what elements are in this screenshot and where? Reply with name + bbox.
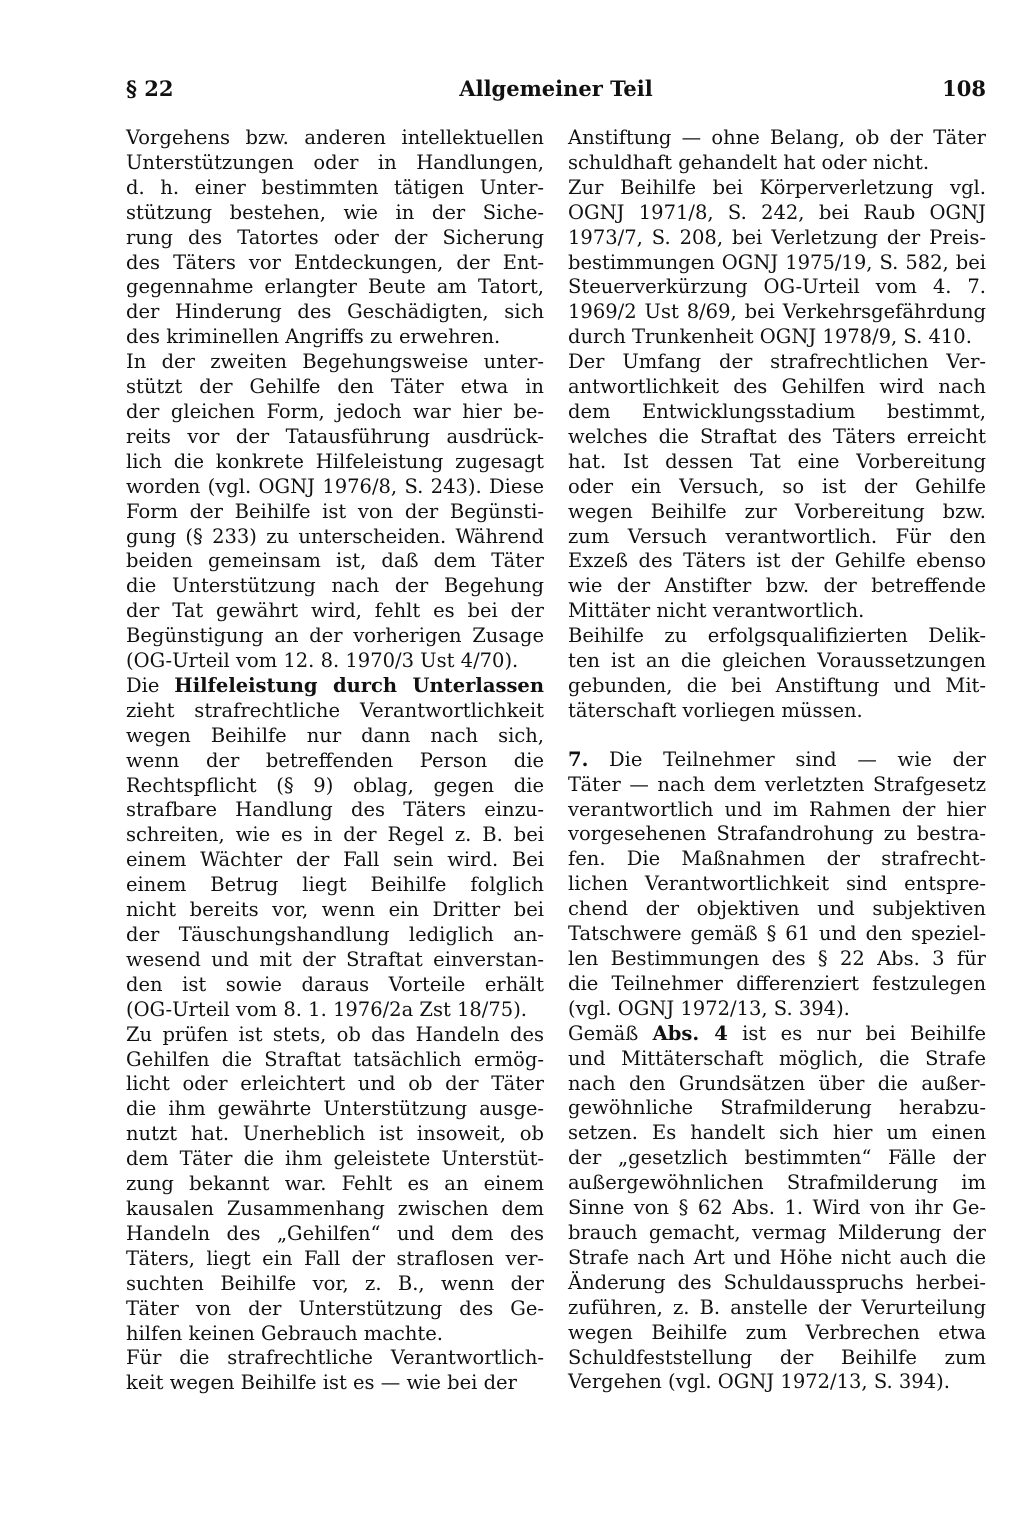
text-line: 1969/2 Ust 8/69, bei Verkehrsgefährdung bbox=[568, 300, 986, 324]
text-line: schreiten, wie es in der Regel z. B. bei bbox=[126, 823, 544, 847]
text-line: Sinne von § 62 Abs. 1. Wird von ihr Ge- bbox=[568, 1196, 986, 1220]
text-line: Änderung des Schuldausspruchs herbei- bbox=[568, 1270, 986, 1294]
text-line: verantwortlich und im Rahmen der hier bbox=[568, 797, 986, 821]
paragraph bbox=[568, 624, 986, 724]
text-line: Vorgehens bzw. anderen intellektuellen bbox=[126, 126, 544, 149]
text-line: Vergehen (vgl. OGNJ 1972/13, S. 394). bbox=[568, 1370, 950, 1394]
paragraph bbox=[568, 350, 986, 624]
text-line: stützung bestehen, wie in der Siche- bbox=[126, 200, 544, 224]
text-line: Täter von der Unterstützung des Ge- bbox=[126, 1296, 544, 1320]
text-line: Form der Beihilfe ist von der Begünsti- bbox=[126, 499, 544, 523]
text-line: Täters, liegt ein Fall der straflosen ver- bbox=[126, 1246, 544, 1270]
bold-term: Hilfeleistung durch Unterlassen bbox=[174, 673, 545, 697]
paragraph bbox=[568, 748, 986, 1022]
text-line: Zur Beihilfe bei Körperverletzung vgl. bbox=[568, 175, 986, 199]
text-line: nicht bereits vor, wenn ein Dritter bei bbox=[126, 898, 544, 922]
text-line: dem Täter die ihm geleistete Unterstüt- bbox=[126, 1147, 544, 1171]
text-line: keit wegen Beihilfe ist es — wie bei der bbox=[126, 1371, 517, 1395]
text-line: gung (§ 233) zu unterscheiden. Während bbox=[126, 524, 544, 548]
text-line: licht oder erleichtert und ob der Täter bbox=[126, 1072, 544, 1096]
text-line: chend der objektiven und subjektiven bbox=[568, 897, 986, 921]
text-line: fen. Die Maßnahmen der strafrecht- bbox=[568, 847, 986, 871]
text-line: der Täuschungshandlung lediglich an- bbox=[126, 923, 544, 946]
section-reference: § 22 bbox=[126, 76, 174, 101]
text-line: Beihilfe zu erfolgsqualifizierten Delik- bbox=[568, 624, 986, 648]
text-line: gebunden, die bei Anstiftung und Mit- bbox=[568, 673, 986, 697]
text-line: welches die Straftat des Täters erreicht bbox=[568, 424, 986, 448]
line-prefix: Gemäß bbox=[568, 1021, 653, 1045]
text-line: der Hinderung des Geschädigten, sich bbox=[126, 300, 544, 324]
text-line: wie der Anstifter bzw. der betreffende bbox=[568, 574, 986, 598]
text-line: den ist sowie daraus Vorteile erhält bbox=[126, 972, 544, 996]
text-line: (OG-Urteil vom 12. 8. 1970/3 Ust 4/70). bbox=[126, 649, 519, 673]
text-line: Schuldfeststellung der Beihilfe zum bbox=[568, 1345, 986, 1369]
text-line: Exzeß des Täters ist der Gehilfe ebenso bbox=[568, 549, 986, 573]
text-line: oder ein Versuch, so ist der Gehilfe bbox=[568, 474, 986, 498]
text-line: zieht strafrechtliche Verantwortlichkeit bbox=[126, 698, 544, 722]
text-line: beiden gemeinsam ist, daß dem Täter bbox=[126, 549, 544, 573]
bold-term: Abs. 4 bbox=[652, 1021, 728, 1045]
text-line: lichen Verantwortlichkeit sind entspre- bbox=[568, 872, 986, 896]
text-line: Steuerverkürzung OG-Urteil vom 4. 7. bbox=[568, 275, 986, 299]
text-line: nach den Grundsätzen über die außer- bbox=[568, 1071, 986, 1095]
text-line: der gleichen Form, jedoch war hier be- bbox=[126, 399, 544, 423]
paragraph bbox=[126, 674, 544, 1023]
text-line: des kriminellen Angriffs zu erwehren. bbox=[126, 325, 501, 349]
page-header bbox=[126, 74, 986, 106]
text-line: zung bekannt war. Fehlt es an einem bbox=[126, 1172, 544, 1196]
text-line: und Mittäterschaft möglich, die Strafe bbox=[568, 1046, 986, 1070]
text-line: bestimmungen OGNJ 1975/19, S. 582, bei bbox=[568, 250, 986, 274]
text-line: kausalen Zusammenhang zwischen dem bbox=[126, 1196, 544, 1220]
paragraph bbox=[126, 1346, 544, 1396]
text-line: Täter — nach dem verletzten Strafgesetz bbox=[568, 772, 986, 796]
text-line: len Bestimmungen des § 22 Abs. 3 für bbox=[568, 947, 986, 970]
text-line: schuldhaft gehandelt hat oder nicht. bbox=[568, 150, 930, 174]
text-line: Gehilfen die Straftat tatsächlich ermög- bbox=[126, 1047, 544, 1071]
text-line: hilfen keinen Gebrauch machte. bbox=[126, 1321, 443, 1345]
text-line: 1973/7, S. 208, bei Verletzung der Preis- bbox=[568, 225, 986, 249]
text-line: zuführen, z. B. anstelle der Verurteilung bbox=[568, 1295, 986, 1319]
text-line: Rechtspflicht (§ 9) oblag, gegen die bbox=[126, 773, 544, 797]
line-suffix: Die Teilnehmer sind — wie der bbox=[588, 747, 986, 771]
text-line: der „gesetzlich bestimmten“ Fälle der bbox=[568, 1146, 986, 1170]
text-line: stützt der Gehilfe den Täter etwa in bbox=[126, 375, 544, 399]
text-line: Für die strafrechtliche Verantwortlich- bbox=[126, 1346, 544, 1370]
text-line bbox=[568, 748, 986, 773]
text-line: Begünstigung an der vorherigen Zusage bbox=[126, 624, 544, 648]
text-line: nutzt hat. Unerheblich ist insoweit, ob bbox=[126, 1122, 544, 1146]
text-line: (OG-Urteil vom 8. 1. 1976/2a Zst 18/75). bbox=[126, 997, 527, 1021]
running-title: Allgemeiner Teil bbox=[459, 76, 653, 101]
text-line: einem Wächter der Fall sein wird. Bei bbox=[126, 848, 544, 872]
text-line: gewöhnliche Strafmilderung herabzu- bbox=[568, 1096, 986, 1120]
text-line: die ihm gewährte Unterstützung ausge- bbox=[126, 1097, 544, 1121]
text-line: Tatschwere gemäß § 61 und den speziel- bbox=[568, 922, 986, 946]
text-line: hat. Ist dessen Tat eine Vorbereitung bbox=[568, 449, 986, 473]
text-line: (vgl. OGNJ 1972/13, S. 394). bbox=[568, 996, 850, 1020]
paragraph bbox=[568, 1022, 986, 1396]
text-line: brauch gemacht, vermag Milderung der bbox=[568, 1220, 986, 1244]
text-line: die Teilnehmer differenziert festzulegen bbox=[568, 971, 986, 995]
text-line bbox=[568, 1022, 986, 1047]
text-line: Mittäter nicht verantwortlich. bbox=[568, 599, 865, 623]
text-line: zum Versuch verantwortlich. Für den bbox=[568, 524, 986, 548]
text-line: dem Entwicklungsstadium bestimmt, bbox=[568, 399, 986, 423]
text-line: des Täters vor Entdeckungen, der Ent- bbox=[126, 250, 544, 274]
page-number: 108 bbox=[942, 76, 986, 101]
text-line: Zu prüfen ist stets, ob das Handeln des bbox=[126, 1022, 544, 1046]
text-line: die Unterstützung nach der Begehung bbox=[126, 574, 544, 598]
text-line: Handeln des „Gehilfen“ und dem des bbox=[126, 1221, 544, 1245]
paragraph bbox=[126, 350, 544, 674]
line-suffix: ist es nur bei Beihilfe bbox=[727, 1021, 986, 1045]
text-line: Strafe nach Art und Höhe nicht auch die bbox=[568, 1245, 986, 1269]
text-line: wegen Beihilfe zur Vorbereitung bzw. bbox=[568, 499, 986, 523]
text-line: lich die konkrete Hilfeleistung zugesagt bbox=[126, 449, 544, 473]
right-text-column bbox=[568, 126, 986, 1395]
text-line: der Tat gewährt wird, fehlt es bei der bbox=[126, 599, 544, 623]
text-line: gegennahme erlangter Beute am Tatort, bbox=[126, 275, 544, 299]
text-line: ten ist an die gleichen Voraussetzungen bbox=[568, 649, 986, 673]
text-line: durch Trunkenheit OGNJ 1978/9, S. 410. bbox=[568, 325, 972, 349]
text-line: suchten Beihilfe vor, z. B., wenn der bbox=[126, 1271, 544, 1295]
text-line: wesend und mit der Straftat einverstan- bbox=[126, 947, 544, 971]
text-line: strafbare Handlung des Täters einzu- bbox=[126, 798, 544, 822]
paragraph bbox=[126, 126, 544, 350]
text-line: vorgesehenen Strafandrohung zu bestra- bbox=[568, 822, 986, 846]
text-line: rung des Tatortes oder der Sicherung bbox=[126, 225, 544, 249]
paragraph bbox=[568, 126, 986, 176]
text-line: d. h. einer bestimmten tätigen Unter- bbox=[126, 175, 544, 199]
text-line: antwortlichkeit des Gehilfen wird nach bbox=[568, 375, 986, 399]
line-prefix: Die bbox=[126, 673, 175, 697]
text-line: wenn der betreffenden Person die bbox=[126, 748, 544, 772]
text-line: wegen Beihilfe nur dann nach sich, bbox=[126, 723, 544, 747]
text-line: Der Umfang der strafrechtlichen Ver- bbox=[568, 350, 986, 374]
text-line: worden (vgl. OGNJ 1976/8, S. 243). Diese bbox=[126, 474, 544, 498]
text-line: Anstiftung — ohne Belang, ob der Täter bbox=[568, 126, 986, 149]
text-line: Unterstützungen oder in Handlungen, bbox=[126, 150, 544, 174]
text-line: täterschaft vorliegen müssen. bbox=[568, 698, 863, 722]
text-line: einem Betrug liegt Beihilfe folglich bbox=[126, 873, 544, 897]
left-text-column bbox=[126, 126, 544, 1396]
text-line: setzen. Es handelt sich hier um einen bbox=[568, 1121, 986, 1145]
text-line: In der zweiten Begehungsweise unter- bbox=[126, 350, 544, 374]
paragraph bbox=[568, 176, 986, 350]
text-line bbox=[126, 674, 544, 699]
bold-term: 7. bbox=[568, 747, 589, 771]
text-line: außergewöhnlichen Strafmilderung im bbox=[568, 1171, 986, 1195]
text-line: OGNJ 1971/8, S. 242, bei Raub OGNJ bbox=[568, 200, 986, 224]
text-line: reits vor der Tatausführung ausdrück- bbox=[126, 424, 544, 448]
paragraph bbox=[126, 1023, 544, 1347]
text-line: wegen Beihilfe zum Verbrechen etwa bbox=[568, 1320, 986, 1344]
